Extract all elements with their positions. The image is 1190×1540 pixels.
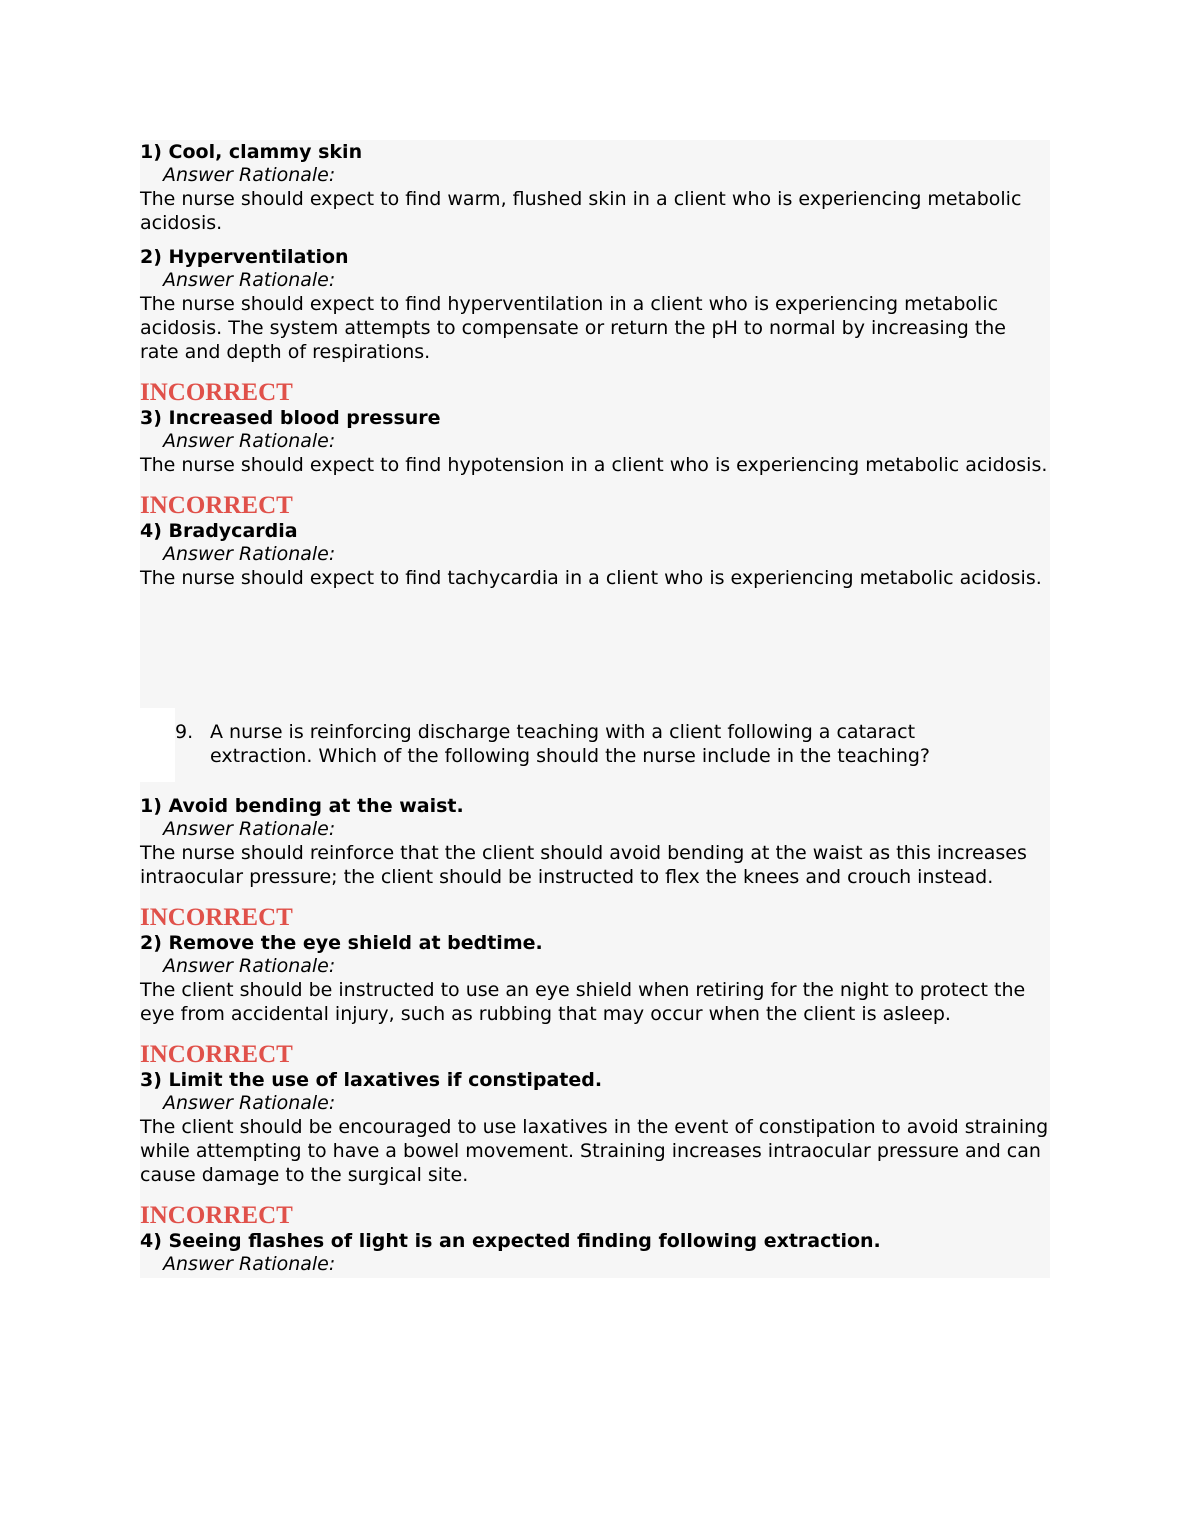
rationale-label: Answer Rationale:: [163, 164, 336, 186]
rationale-label: Answer Rationale:: [163, 543, 336, 565]
rationale-text: The client should be instructed to use an eye shield when retiring for the night to protect the eye from accidental injury, such as rubbing that may occur when the client is asleep.: [140, 979, 1026, 1025]
option-title: 2) Hyperventilation: [140, 246, 349, 268]
rationale-text: The nurse should expect to find hypotension in a client who is experiencing metabolic acidosis.: [140, 454, 1048, 476]
incorrect-label: INCORRECT: [140, 1041, 293, 1068]
rationale-label: Answer Rationale:: [163, 269, 336, 291]
incorrect-label: INCORRECT: [140, 492, 293, 519]
rationale-text: The nurse should expect to find tachycardia in a client who is experiencing metabolic acidosis.: [140, 567, 1042, 589]
option-title: 1) Avoid bending at the waist.: [140, 795, 464, 817]
answer-option: [140, 493, 1050, 600]
rationale-label: Answer Rationale:: [163, 1253, 336, 1275]
answer-option: [140, 140, 1050, 245]
answer-option: [140, 905, 1050, 1036]
question-item: [140, 708, 1050, 782]
answer-block-question-9: [140, 782, 1050, 1278]
rationale-text: The nurse should expect to find warm, flushed skin in a client who is experiencing metabolic acidosis.: [140, 188, 1022, 234]
option-title: 4) Seeing flashes of light is an expected finding following extraction.: [140, 1230, 881, 1252]
answer-option: [140, 380, 1050, 487]
rationale-label: Answer Rationale:: [163, 1092, 336, 1114]
rationale-text: The nurse should expect to find hyperventilation in a client who is experiencing metabolic acidosis. The system attempts to compensate or return the pH to normal by increasing the rate and depth of respirations.: [140, 293, 1006, 363]
answer-block-previous-question: [140, 140, 1050, 708]
rationale-label: Answer Rationale:: [163, 818, 336, 840]
option-title: 1) Cool, clammy skin: [140, 141, 363, 163]
answer-option: [140, 794, 1050, 899]
rationale-label: Answer Rationale:: [163, 430, 336, 452]
answer-option: [140, 245, 1050, 374]
rationale-text: The nurse should reinforce that the client should avoid bending at the waist as this increases intraocular pressure; the client should be instructed to flex the knees and crouch instead.: [140, 842, 1027, 888]
incorrect-label: INCORRECT: [140, 379, 293, 406]
incorrect-label: INCORRECT: [140, 904, 293, 931]
option-title: 4) Bradycardia: [140, 520, 298, 542]
option-title: 2) Remove the eye shield at bedtime.: [140, 932, 543, 954]
list-indent: [140, 708, 175, 782]
blank-space: [140, 600, 1050, 708]
option-title: 3) Increased blood pressure: [140, 407, 441, 429]
rationale-text: The client should be encouraged to use laxatives in the event of constipation to avoid straining while attempting to have a bowel movement. Straining increases intraocular pressure and can cause damage to the surgical site.: [140, 1116, 1049, 1186]
option-title: 3) Limit the use of laxatives if constipated.: [140, 1069, 603, 1091]
incorrect-label: INCORRECT: [140, 1202, 293, 1229]
question-number: 9.: [175, 721, 194, 743]
document-page: [140, 140, 1050, 1278]
question-text: A nurse is reinforcing discharge teaching with a client following a cataract extraction. Which of the following should the nurse include in the teaching?: [210, 721, 931, 767]
answer-option: [140, 1203, 1050, 1278]
answer-option: [140, 1042, 1050, 1197]
rationale-label: Answer Rationale:: [163, 955, 336, 977]
